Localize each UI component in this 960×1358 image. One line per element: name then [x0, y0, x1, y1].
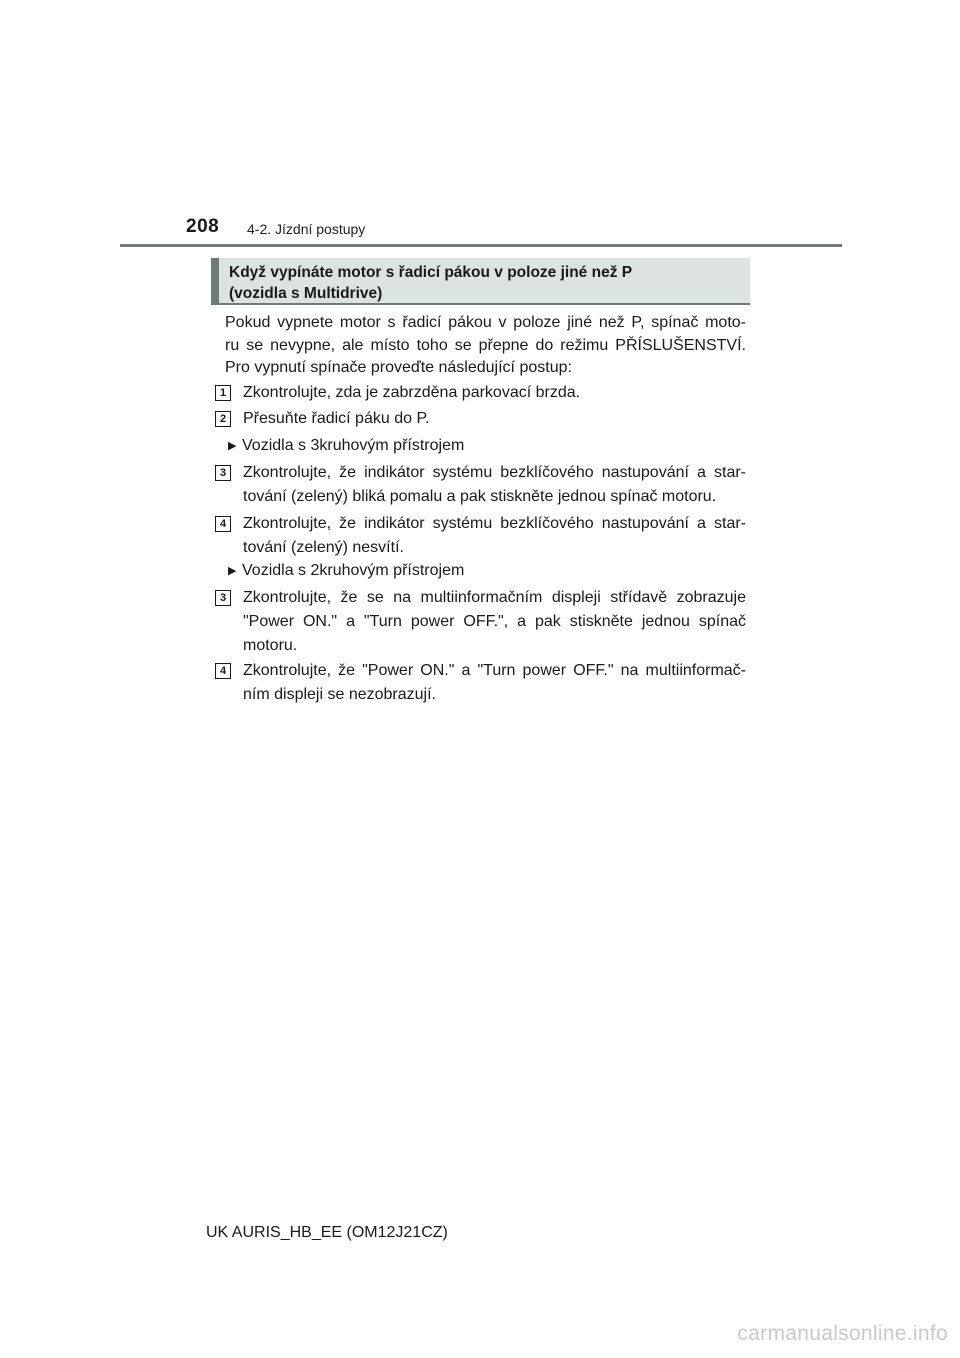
intro-line-2: ru se nevypne, ale místo toho se přepne do režimu PŘÍSLUŠENSTVÍ.	[225, 336, 746, 354]
header-divider	[120, 244, 842, 247]
step-line: "Power ON." a "Turn power OFF.", a pak stiskněte jednou spínač	[243, 613, 746, 630]
triangle-right-icon: ▶	[228, 565, 237, 577]
step-line: ním displeji se nezobrazují.	[243, 686, 436, 703]
subsection-heading	[211, 258, 750, 305]
step-line: Přesuňte řadicí páku do P.	[243, 410, 430, 427]
page-number: 208	[186, 216, 220, 237]
step-line: Zkontrolujte, že indikátor systému bezklíčového nastupování a star-	[243, 515, 746, 532]
step-line: tování (zelený) nesvítí.	[243, 539, 404, 556]
step-line: Zkontrolujte, že "Power ON." a "Turn power OFF." na multiinformač-	[243, 662, 746, 679]
step-text	[243, 461, 746, 509]
step-line: Zkontrolujte, že se na multiinformačním displeji střídavě zobrazuje	[243, 589, 746, 606]
group-title: Vozidla s 3kruhovým přístrojem	[242, 437, 465, 454]
step-text	[243, 659, 746, 707]
group-heading-2gauge	[228, 560, 748, 582]
step-line: Zkontrolujte, že indikátor systému bezklíčového nastupování a star-	[243, 464, 746, 481]
step-line: motoru.	[243, 637, 298, 654]
intro-line-1: Pokud vypnete motor s řadicí pákou v poloze jiné než P, spínač moto-	[225, 314, 746, 331]
intro-line-3: Pro vypnutí spínače proveďte následující postup:	[225, 359, 572, 376]
step-text	[243, 586, 746, 658]
step-badge: 3	[215, 590, 231, 606]
footer-model-code: UK AURIS_HB_EE (OM12J21CZ)	[206, 1224, 448, 1241]
step-badge: 4	[215, 663, 231, 679]
step-badge: 2	[215, 411, 231, 427]
section-title: 4-2. Jízdní postupy	[247, 221, 366, 237]
group-title: Vozidla s 2kruhovým přístrojem	[242, 562, 465, 579]
step-text	[243, 407, 746, 431]
step-badge: 4	[215, 516, 231, 532]
step-text	[243, 512, 746, 560]
watermark[interactable]: carmanualsonline.info	[737, 1322, 948, 1345]
step-text	[243, 381, 746, 405]
intro-paragraph	[225, 312, 746, 380]
subsection-heading-line-2: (vozidla s Multidrive)	[229, 285, 383, 302]
group-heading-3gauge	[228, 435, 748, 457]
step-badge: 1	[215, 385, 231, 401]
subsection-heading-line-1: Když vypínáte motor s řadicí pákou v poloze jiné než P	[229, 264, 633, 281]
step-line: Zkontrolujte, zda je zabrzděna parkovací brzda.	[243, 384, 581, 401]
step-badge: 3	[215, 465, 231, 481]
triangle-right-icon: ▶	[228, 440, 237, 452]
step-line: tování (zelený) bliká pomalu a pak stiskněte jednou spínač motoru.	[243, 488, 717, 505]
